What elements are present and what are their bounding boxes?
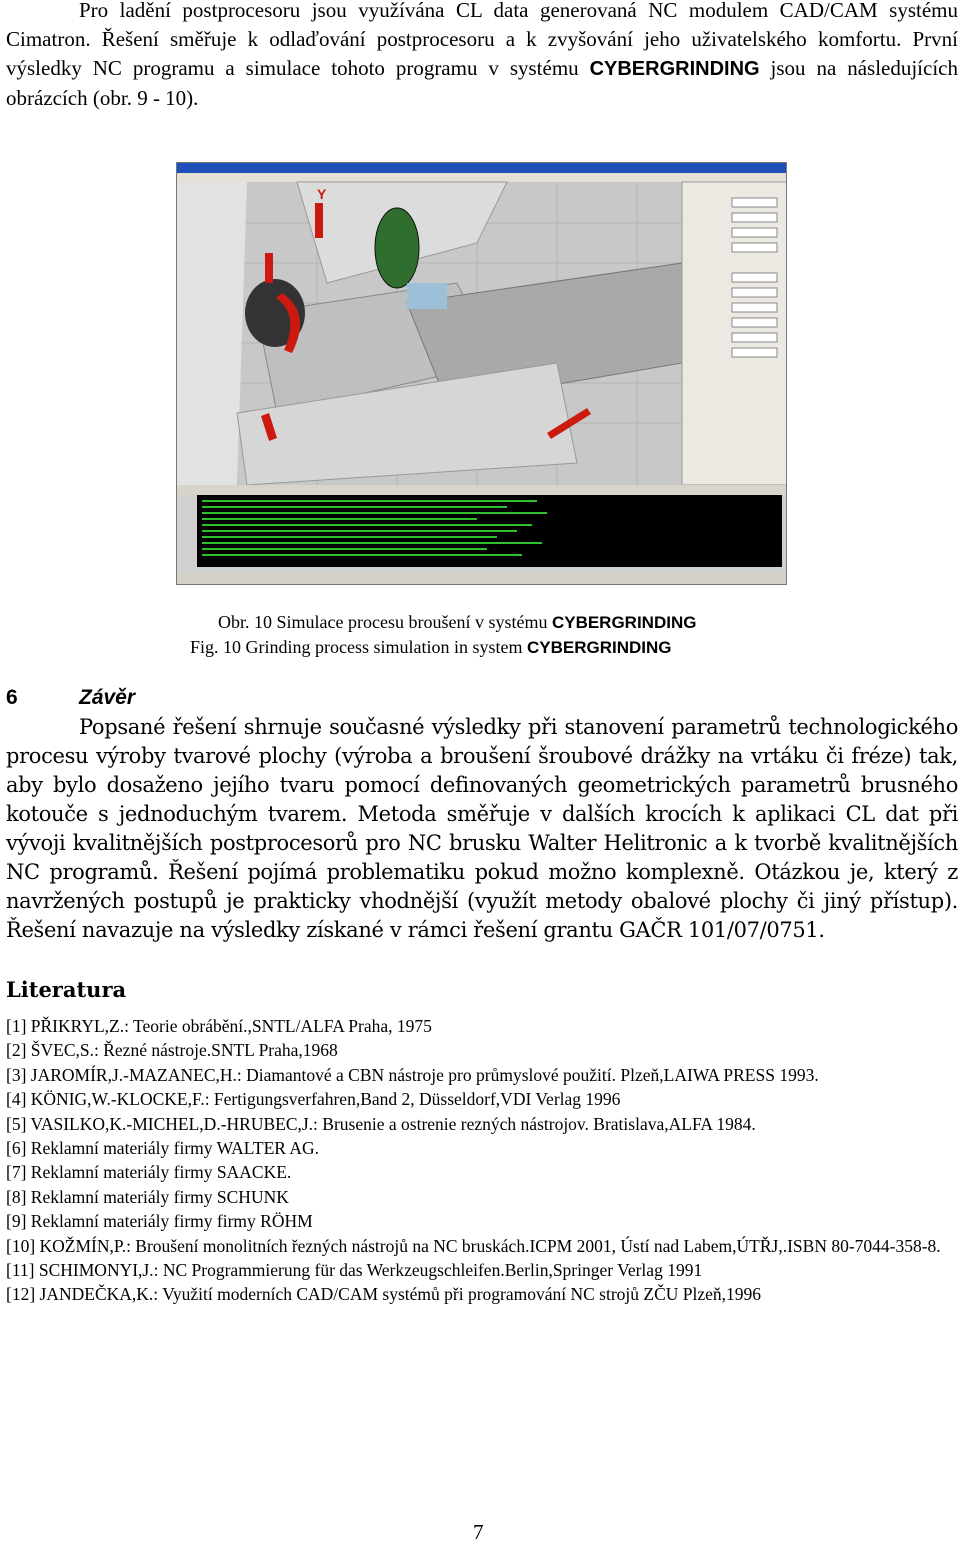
reference-item: [4] KÖNIG,W.-KLOCKE,F.: Fertigungsverfahren,Band 2, Düsseldorf,VDI Verlag 1996 [6,1089,621,1110]
reference-item: [1] PŘIKRYL,Z.: Teorie obrábění.,SNTL/ALFA Praha, 1975 [6,1016,432,1036]
window-menubar [177,173,787,182]
reference-item: [8] Reklamní materiály firmy SCHUNK [6,1186,289,1207]
section-title: Závěr [79,686,136,709]
reference-list [6,1014,956,1307]
svg-text:Y: Y [317,186,327,202]
tool-holder [407,283,447,309]
reference-item: [7] Reklamní materiály firmy SAACKE. [6,1162,292,1183]
reference-item: [6] Reklamní materiály firmy WALTER AG. [6,1138,320,1159]
simulation-screenshot-figure [176,162,787,585]
conclusion-text: Popsané řešení shrnuje současné výsledky při stanovení parametrů technologického procesu výroby tvarové plochy (výroba a broušení šroubové drážky na vrtáku či fréze) tak, aby bylo dosaženo jejího tvaru pomocí definovaných geometrických parametrů brusného kotouče s jednoduchým tvarem. Metoda směřuje v dalších krocích k aplikaci CL dat při vývoji kvalitnějších postprocesorů pro NC brusku Walter Helitronic a k tvorbě kvalitnějších NC programů. Řešení pojímá problematiku pokud možno komplexně. Otázkou je, který z navržených postupů je prakticky vhodnější (využít metody obalové plochy či jiný přístup). Řešení navazuje na výsledky získané v rámci řešení grantu GAČR 101/07/0751. [6,715,958,942]
reference-item: [2] ŠVEC,S.: Řezné nástroje.SNTL Praha,1968 [6,1040,338,1061]
reference-item: [12] JANDEČKA,K.: Využití moderních CAD/CAM systémů při programování NC strojů ZČU Plzeň,1996 [6,1284,762,1305]
caption-cz-brand: CYBERGRINDING [551,613,697,632]
intro-brand: CYBERGRINDING [589,58,760,80]
machine-column [177,182,247,485]
simulation-screenshot-graphic [177,163,787,585]
window-titlebar [177,163,787,173]
reference-item: [9] Reklamní materiály firmy firmy RÖHM [6,1211,313,1232]
figure-caption-czech [218,611,696,634]
caption-cz-prefix: Obr. 10 Simulace procesu broušení v systému [218,612,552,632]
intro-text-1: Pro ladění postprocesoru jsou využívána CL data generovaná NC modulem CAD/CAM systému Cimatron. Řešení směřuje k odlaďování postprocesoru a k zvyšování jeho uživatelského komfortu. První výsledky NC programu a simulace tohoto programu v systému [6,0,958,80]
reference-item: [3] JAROMÍR,J.-MAZANEC,H.: Diamantové a CBN nástroje pro průmyslové použití. Plzeň,LAIWA PRESS 1993. [6,1064,819,1085]
figure-caption-english [190,636,672,659]
section-number: 6 [6,686,18,709]
console-toolbar [177,485,787,495]
caption-en-prefix: Fig. 10 Grinding process simulation in system [190,637,527,657]
control-panel-fields [732,198,777,357]
page-number: 7 [473,1520,484,1544]
grinding-wheel [375,208,419,288]
literature-heading: Literatura [6,977,127,1002]
caption-en-brand: CYBERGRINDING [527,638,672,657]
reference-item: [5] VASILKO,K.-MICHEL,D.-HRUBEC,J.: Brusenie a ostrenie rezných nástrojov. Bratislava,ALFA 1984. [6,1113,756,1134]
section-heading [6,686,135,710]
status-bar [177,573,787,585]
reference-item: [11] SCHIMONYI,J.: NC Programmierung für das Werkzeugschleifen.Berlin,Springer Verlag 1991 [6,1260,703,1281]
conclusion-paragraph [6,713,958,945]
intro-paragraph [6,0,958,113]
reference-item: [10] KOŽMÍN,P.: Broušení monolitních řezných nástrojů na NC bruskách.ICPM 2001, Ústí nad Labem,ÚTŘJ,.ISBN 80-7044-358-8. [6,1235,941,1256]
intro-text-2: jsou na následujících obrázcích (obr. 9 - 10). [6,56,958,110]
